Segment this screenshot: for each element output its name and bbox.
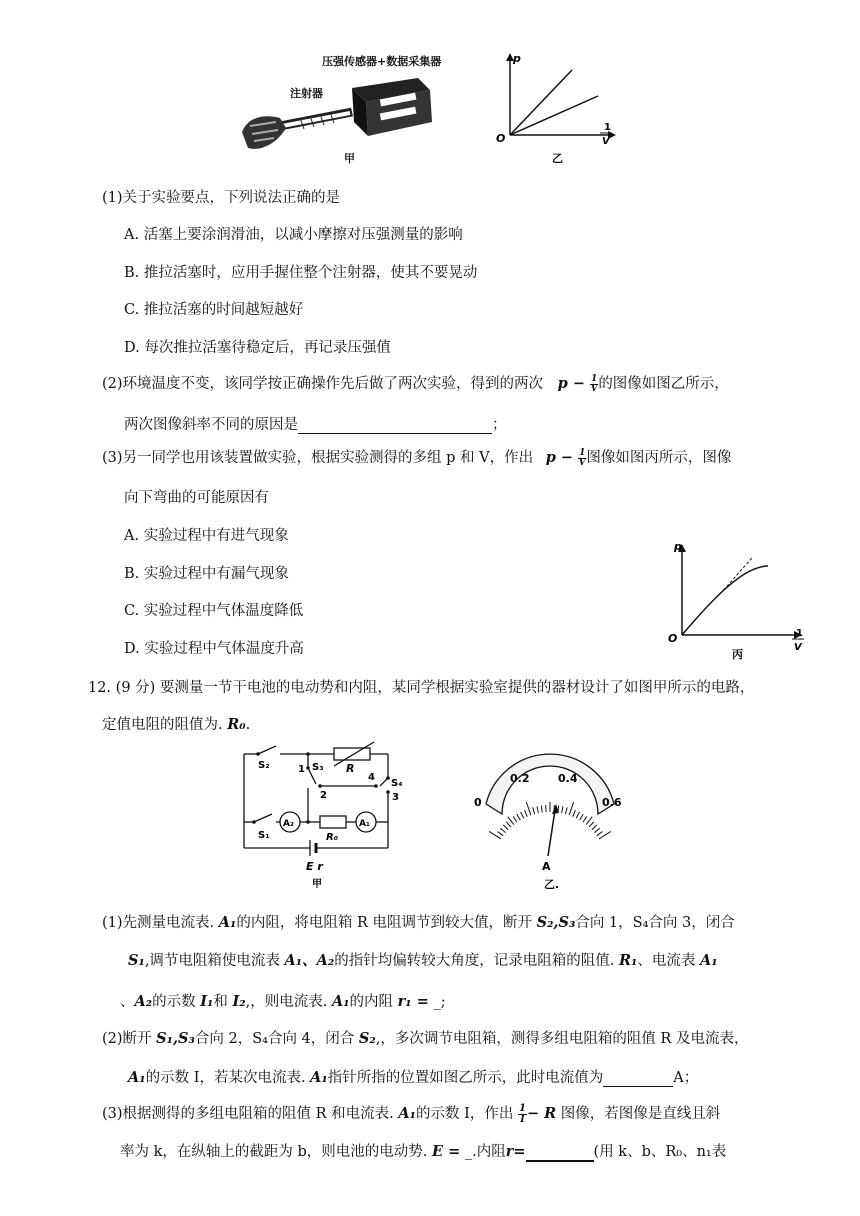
q11-p3-option-d: D. 实验过程中气体温度升高	[124, 641, 304, 657]
meter-tick-06: 0.6	[602, 796, 622, 809]
q11-p1-option-d: D. 每次推拉活塞待稳定后，再记录压强值	[124, 340, 391, 356]
q11-p1-option-c: C. 推拉活塞的时间越短越好	[124, 302, 304, 318]
label-n3: 3	[392, 792, 399, 803]
figure-jia-caption: 甲	[344, 152, 355, 165]
meter-pointer	[548, 810, 555, 856]
meter-tick-mark	[586, 817, 592, 825]
label-r: R	[346, 762, 355, 775]
meter-tick-mark	[500, 828, 505, 833]
meter-tick-mark	[594, 828, 599, 833]
label-n1: 1	[298, 764, 305, 775]
q12-head: 12. (9 分) 要测量一节干电池的电动势和内阻，某同学根据实验室提供的器材设计了如图甲所示的电路，	[88, 680, 755, 696]
meter-tick-mark	[597, 832, 603, 836]
figure-yi-caption: 乙	[552, 152, 563, 165]
meter-tick-mark	[541, 806, 542, 813]
meter-tick-mark	[576, 812, 579, 818]
q12-p2-line2: A₁的示数 I，若某次电流表. A₁指针所指的位置如图乙所示，此时电流值为 A；	[128, 1069, 699, 1086]
meter-tick-mark	[569, 802, 574, 815]
meter-tick-04: 0.4	[558, 772, 578, 785]
origin-label: O	[496, 132, 506, 145]
syringe-sensor-illustration	[240, 68, 440, 168]
curve-bending-down	[682, 566, 768, 635]
label-s3: S₃	[312, 762, 324, 773]
label-n4: 4	[368, 772, 375, 783]
meter-caption: 乙.	[544, 878, 560, 891]
x-label-num: 1	[604, 122, 611, 133]
line-shallow	[510, 96, 598, 135]
svg-text:O: O	[668, 632, 678, 645]
q11-p1-option-b: B. 推拉活塞时，应用手握住整个注射器，使其不要晃动	[124, 265, 478, 281]
meter-tick-mark	[583, 816, 587, 822]
line-steep	[510, 70, 572, 135]
label-s2: S₂	[258, 760, 270, 771]
label-er: E r	[306, 860, 323, 873]
q11-p3-option-b: B. 实验过程中有漏气现象	[124, 566, 289, 582]
label-s1: S₁	[258, 830, 270, 841]
circuit-caption: 甲	[312, 879, 322, 890]
ammeter-dial	[470, 752, 630, 892]
q11-p2-answer-blank[interactable]	[298, 417, 492, 434]
meter-tick-mark	[526, 802, 531, 815]
figure-bing-graph	[660, 540, 810, 665]
syringe-label: 注射器	[290, 87, 323, 100]
label-r0: R₀	[326, 832, 339, 843]
meter-tick-mark	[573, 810, 576, 816]
figure-yi-graph	[490, 50, 620, 170]
q11-p2-math: p −	[557, 375, 591, 392]
svg-text:p: p	[674, 540, 682, 553]
figure-bing-caption: 丙	[732, 648, 743, 661]
meter-tick-mark	[503, 825, 508, 830]
meter-pointer-label: A	[542, 860, 551, 873]
q12-p2-answer-blank[interactable]	[603, 1070, 673, 1087]
q11-p2-text-b: 的图像如图乙所示，	[598, 376, 729, 392]
meter-tick-mark	[537, 806, 538, 813]
meter-tick-0: 0	[474, 796, 482, 809]
q12-p1-line2: S₁,调节电阻箱使电流表 A₁、A₂的指针均偏转较大角度，记录电阻箱的阻值. R₁、电流表 A₁	[128, 952, 718, 969]
q11-p3-text-a: (3)另一同学也用该装置做实验，根据实验测得的多组 p 和 V，作出	[102, 450, 534, 466]
sensor-label: 压强传感器+数据采集器	[322, 55, 442, 68]
q11-p2-line2	[124, 413, 507, 434]
q12-p1-line1: (1)先测量电流表. A₁的内阻，将电阻箱 R 电阻调节到较大值，断开 S₂,S₃合向 1，S₄合向 3，闭合	[102, 914, 735, 931]
q11-p2-line2-text: 两次图像斜率不同的原因是	[124, 417, 298, 433]
axis-p-label: p	[513, 52, 521, 65]
label-s4: S₄	[391, 778, 403, 789]
meter-tick-mark	[513, 816, 517, 822]
q12-p3-line1: (3)根据测得的多组电阻箱的阻值 R 和电流表. A₁的示数 I，作出 $\frac{1}{I}$ − R 图像，若图像是直线且斜	[102, 1102, 721, 1125]
svg-text:1: 1	[796, 628, 803, 639]
circuit-diagram	[236, 740, 406, 890]
meter-tick-mark	[589, 822, 594, 827]
meter-tick-mark	[506, 822, 511, 827]
q11-p1-option-a: A. 活塞上要涂润滑油，以减小摩擦对压强测量的影响	[124, 227, 463, 243]
fraction-1-over-v-2: $\frac{1}{V}$	[578, 447, 586, 468]
q12-p1-line3: 、A₂的示数 I₁和 I₂,，则电流表. A₁的内阻 r₁ = _;	[120, 993, 446, 1010]
q12-line2: 定值电阻的阻值为. R₀.	[102, 716, 251, 733]
q11-p3-text-b: 图像如图丙所示，图像	[586, 450, 732, 466]
meter-tick-mark	[592, 825, 597, 830]
q12-p3-line2: 率为 k，在纵轴上的截距为 b，则电池的电动势. E = _.内阻r= (用 k、b、R₀、n₁表	[120, 1143, 727, 1160]
meter-tick-mark	[525, 810, 528, 816]
label-a2: A₂	[283, 819, 294, 829]
label-a1: A₁	[359, 819, 370, 829]
q11-p3-line2: 向下弯曲的可能原因有	[124, 490, 269, 506]
q11-p2-line1	[102, 372, 729, 394]
q12-p3-answer-blank[interactable]	[526, 1144, 594, 1162]
meter-tick-mark	[565, 807, 567, 814]
q11-p1-stem: (1)关于实验要点，下列说法正确的是	[102, 190, 341, 206]
q11-p3-option-a: A. 实验过程中有进气现象	[124, 528, 289, 544]
dashed-tangent	[720, 558, 752, 594]
q11-p3-line1	[102, 446, 731, 468]
x-label-den: V	[602, 136, 610, 147]
svg-text:V: V	[794, 642, 802, 653]
meter-tick-mark	[508, 817, 514, 825]
q11-p2-text-a: (2)环境温度不变，该同学按正确操作先后做了两次实验，得到的两次	[102, 376, 544, 392]
q11-p3-math: p −	[545, 449, 579, 466]
figure-jia	[240, 50, 440, 168]
label-n2: 2	[320, 790, 327, 801]
meter-tick-mark	[562, 806, 563, 813]
meter-tick-02: 0.2	[510, 772, 530, 785]
meter-tick-mark	[580, 814, 584, 820]
meter-tick-mark	[498, 832, 504, 836]
meter-tick-mark	[521, 812, 524, 818]
r0-symbol: R₀	[227, 716, 246, 733]
fraction-1-over-i: $\frac{1}{I}$	[518, 1102, 526, 1125]
meter-tick-mark	[517, 814, 521, 820]
q11-p2-end: ；	[492, 417, 507, 433]
meter-tick-mark	[533, 807, 535, 814]
q11-p3-option-c: C. 实验过程中气体温度降低	[124, 603, 304, 619]
fraction-1-over-v: $\frac{1}{V}$	[590, 373, 598, 394]
q12-p2-line1: (2)断开 S₁,S₃合向 2，S₄合向 4，闭合 S₂,，多次调节电阻箱，测得多组电阻箱的阻值 R 及电流表，	[102, 1030, 749, 1047]
